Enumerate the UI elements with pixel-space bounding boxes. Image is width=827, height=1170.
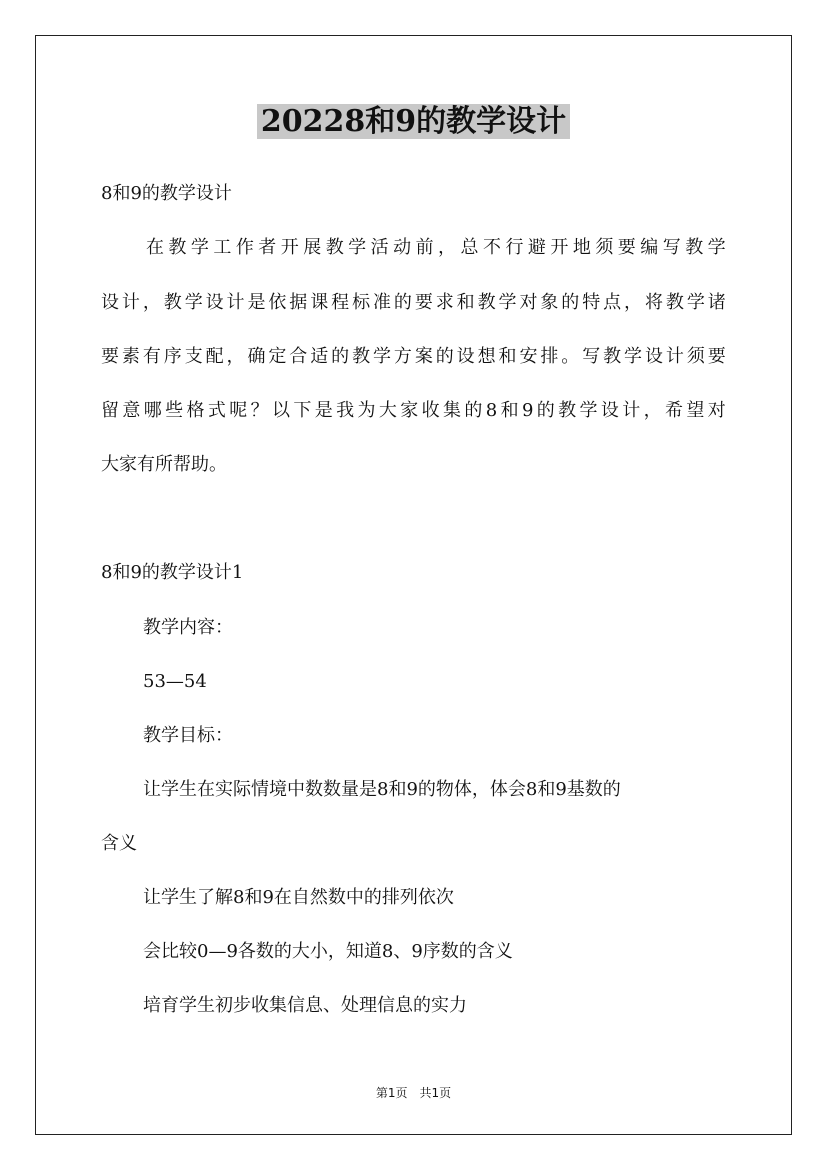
intro-line-2: 设 计 ， 教 学 设 计 是 依 据 课 程 标 准 的 要 求 和 教 学 对 象 的 特 点 ， 将 教 学 诸: [101, 292, 726, 313]
intro-line-1: 在 教 学 工 作 者 开 展 教 学 活 动 前 ， 总 不 行 避 开 地 须 要 编 写 教 学: [145, 237, 726, 258]
goal-1-line-1: 让学生在实际情境中数数量是8和9的物体，体会8和9基数的: [143, 779, 621, 800]
page-footer: 第1页 共1页: [375, 1086, 452, 1100]
goal-1-line-2: 含义: [101, 833, 137, 854]
goals-label: 教学目标：: [143, 725, 233, 746]
goal-2: 让学生了解8和9在自然数中的排列依次: [143, 887, 454, 908]
document-title: [0, 101, 827, 143]
intro-line-5: 大家有所帮助。: [101, 454, 227, 475]
goal-3: 会比较0—9各数的大小，知道8、9序数的含义: [143, 941, 513, 962]
intro-line-3: 要 素 有 序 支 配 ， 确 定 合 适 的 教 学 方 案 的 设 想 和 安 排 。 写 教 学 设 计 须 要: [101, 346, 726, 367]
section-heading: 8和9的教学设计1: [101, 562, 244, 583]
title-text: 20228和9的教学设计: [257, 104, 570, 139]
content-label: 教学内容：: [143, 617, 233, 638]
goal-4: 培育学生初步收集信息、处理信息的实力: [143, 995, 467, 1016]
subtitle: 8和9的教学设计: [101, 183, 232, 204]
intro-line-4: 留 意 哪 些 格 式 呢 ？ 以 下 是 我 为 大 家 收 集 的 8 和 9 的 教 学 设 计 ， 希 望 对: [101, 400, 726, 421]
content-value: 53—54: [143, 671, 207, 692]
